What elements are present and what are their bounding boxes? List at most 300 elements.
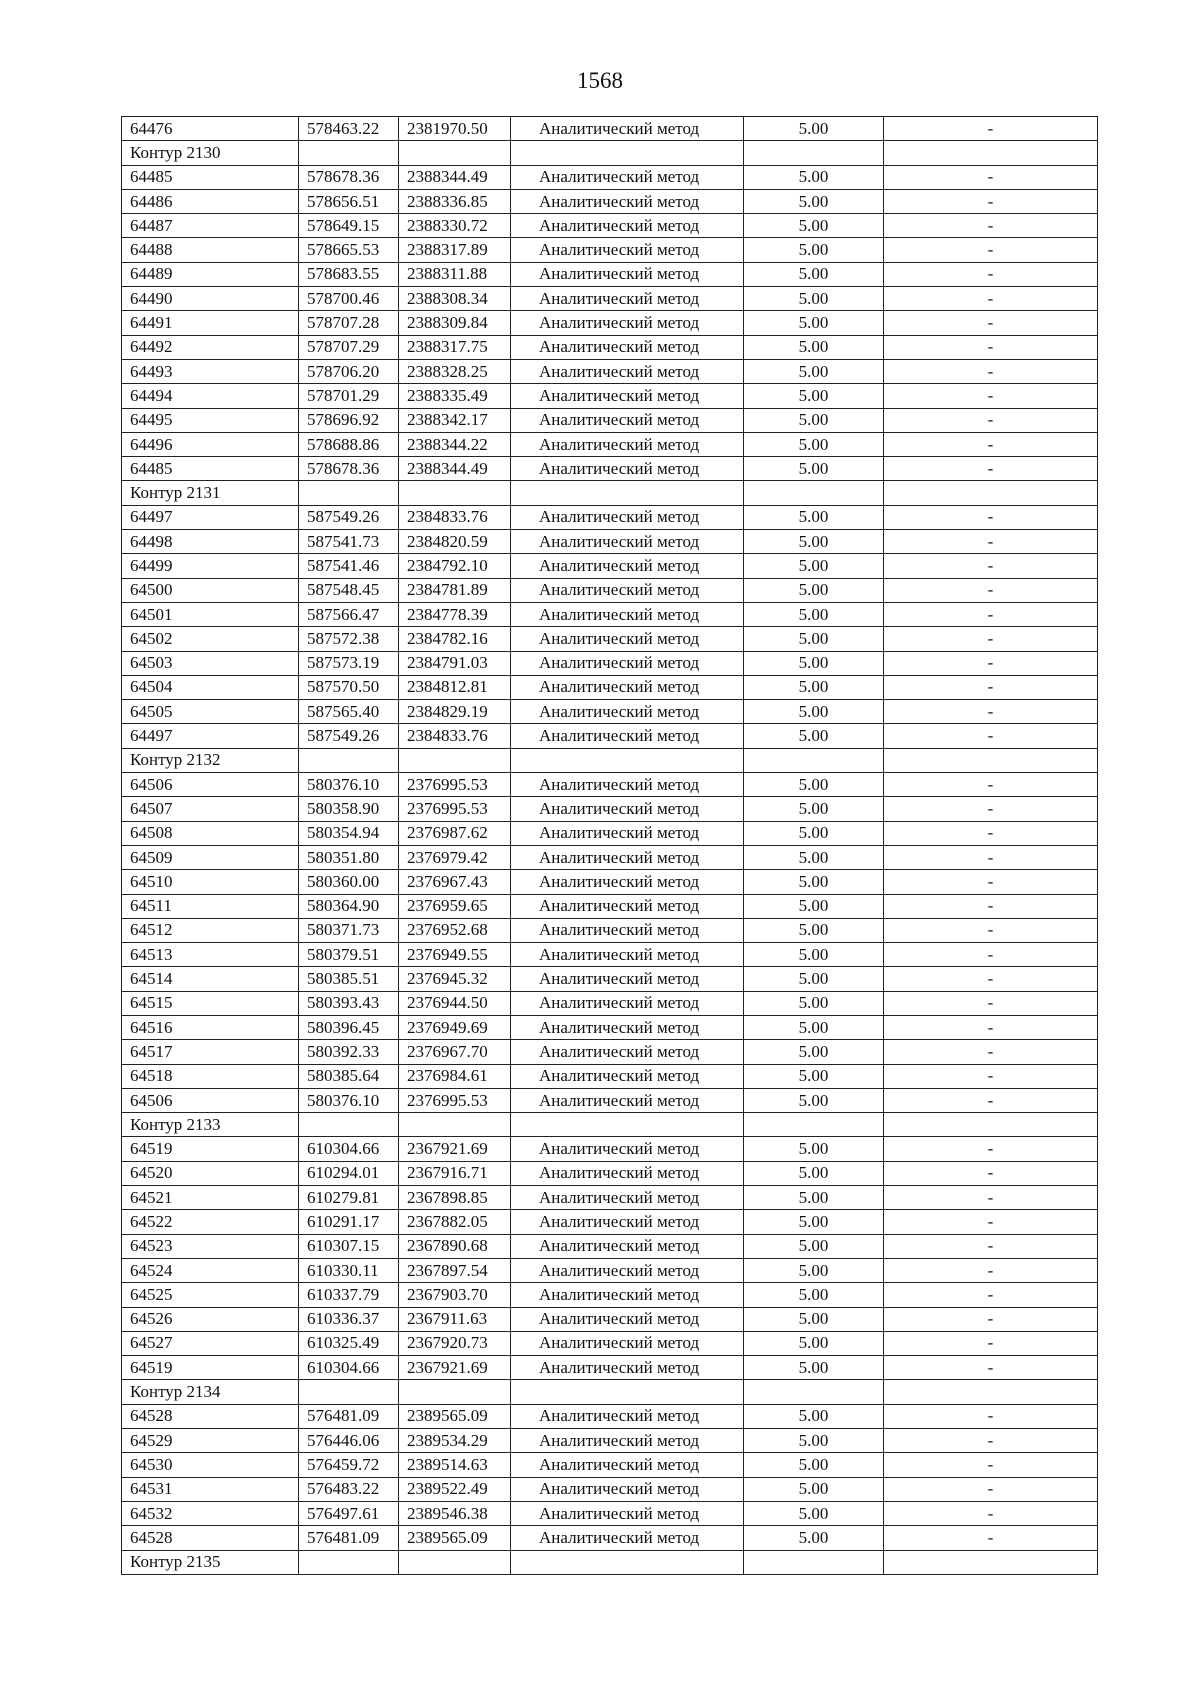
y-coordinate: 2376949.55: [399, 943, 511, 967]
y-coordinate: 2384782.16: [399, 627, 511, 651]
note: -: [884, 918, 1098, 942]
empty-cell: [399, 1380, 511, 1404]
accuracy: 5.00: [744, 384, 884, 408]
table-row: [122, 578, 1098, 602]
y-coordinate: 2376949.69: [399, 1015, 511, 1039]
point-id: 64495: [122, 408, 299, 432]
x-coordinate: 578649.15: [299, 214, 399, 238]
method: Аналитический метод: [511, 1015, 744, 1039]
accuracy: 5.00: [744, 918, 884, 942]
note: -: [884, 554, 1098, 578]
x-coordinate: 578683.55: [299, 262, 399, 286]
accuracy: 5.00: [744, 1186, 884, 1210]
x-coordinate: 610307.15: [299, 1234, 399, 1258]
contour-header-row: [122, 1113, 1098, 1137]
x-coordinate: 610304.66: [299, 1356, 399, 1380]
y-coordinate: 2367903.70: [399, 1283, 511, 1307]
accuracy: 5.00: [744, 700, 884, 724]
x-coordinate: 580385.51: [299, 967, 399, 991]
accuracy: 5.00: [744, 578, 884, 602]
table-row: [122, 457, 1098, 481]
empty-cell: [511, 1550, 744, 1574]
accuracy: 5.00: [744, 1137, 884, 1161]
point-id: 64487: [122, 214, 299, 238]
y-coordinate: 2376995.53: [399, 773, 511, 797]
note: -: [884, 1186, 1098, 1210]
note: -: [884, 651, 1098, 675]
accuracy: 5.00: [744, 602, 884, 626]
table-row: [122, 967, 1098, 991]
accuracy: 5.00: [744, 214, 884, 238]
point-id: 64525: [122, 1283, 299, 1307]
x-coordinate: 587549.26: [299, 724, 399, 748]
method: Аналитический метод: [511, 845, 744, 869]
accuracy: 5.00: [744, 1526, 884, 1550]
empty-cell: [884, 141, 1098, 165]
point-id: 64519: [122, 1356, 299, 1380]
accuracy: 5.00: [744, 675, 884, 699]
empty-cell: [511, 481, 744, 505]
table-row: [122, 821, 1098, 845]
method: Аналитический метод: [511, 773, 744, 797]
accuracy: 5.00: [744, 1477, 884, 1501]
point-id: 64522: [122, 1210, 299, 1234]
y-coordinate: 2376967.70: [399, 1040, 511, 1064]
x-coordinate: 580385.64: [299, 1064, 399, 1088]
point-id: 64512: [122, 918, 299, 942]
method: Аналитический метод: [511, 724, 744, 748]
method: Аналитический метод: [511, 700, 744, 724]
point-id: 64488: [122, 238, 299, 262]
method: Аналитический метод: [511, 335, 744, 359]
x-coordinate: 580379.51: [299, 943, 399, 967]
note: -: [884, 1283, 1098, 1307]
note: -: [884, 359, 1098, 383]
note: -: [884, 1015, 1098, 1039]
point-id: 64514: [122, 967, 299, 991]
method: Аналитический метод: [511, 1526, 744, 1550]
y-coordinate: 2384781.89: [399, 578, 511, 602]
contour-label: Контур 2134: [122, 1380, 299, 1404]
point-id: 64493: [122, 359, 299, 383]
table-row: [122, 1137, 1098, 1161]
empty-cell: [299, 481, 399, 505]
x-coordinate: 580393.43: [299, 991, 399, 1015]
note: -: [884, 773, 1098, 797]
y-coordinate: 2388344.22: [399, 432, 511, 456]
empty-cell: [744, 1380, 884, 1404]
method: Аналитический метод: [511, 214, 744, 238]
empty-cell: [399, 141, 511, 165]
table-row: [122, 359, 1098, 383]
note: -: [884, 1258, 1098, 1282]
contour-label: Контур 2130: [122, 141, 299, 165]
point-id: 64502: [122, 627, 299, 651]
empty-cell: [744, 141, 884, 165]
y-coordinate: 2376959.65: [399, 894, 511, 918]
accuracy: 5.00: [744, 1429, 884, 1453]
accuracy: 5.00: [744, 189, 884, 213]
x-coordinate: 576446.06: [299, 1429, 399, 1453]
method: Аналитический метод: [511, 530, 744, 554]
accuracy: 5.00: [744, 773, 884, 797]
note: -: [884, 432, 1098, 456]
x-coordinate: 580351.80: [299, 845, 399, 869]
table-row: [122, 1234, 1098, 1258]
note: -: [884, 724, 1098, 748]
method: Аналитический метод: [511, 457, 744, 481]
table-row: [122, 943, 1098, 967]
method: Аналитический метод: [511, 287, 744, 311]
point-id: 64518: [122, 1064, 299, 1088]
point-id: 64528: [122, 1404, 299, 1428]
accuracy: 5.00: [744, 1161, 884, 1185]
point-id: 64516: [122, 1015, 299, 1039]
method: Аналитический метод: [511, 1137, 744, 1161]
x-coordinate: 580358.90: [299, 797, 399, 821]
y-coordinate: 2367921.69: [399, 1356, 511, 1380]
method: Аналитический метод: [511, 991, 744, 1015]
y-coordinate: 2367911.63: [399, 1307, 511, 1331]
point-id: 64492: [122, 335, 299, 359]
note: -: [884, 675, 1098, 699]
empty-cell: [744, 1550, 884, 1574]
method: Аналитический метод: [511, 967, 744, 991]
x-coordinate: 610337.79: [299, 1283, 399, 1307]
table-row: [122, 432, 1098, 456]
x-coordinate: 578707.29: [299, 335, 399, 359]
note: -: [884, 165, 1098, 189]
table-row: [122, 408, 1098, 432]
note: -: [884, 214, 1098, 238]
accuracy: 5.00: [744, 117, 884, 141]
empty-cell: [511, 141, 744, 165]
point-id: 64526: [122, 1307, 299, 1331]
point-id: 64510: [122, 870, 299, 894]
point-id: 64520: [122, 1161, 299, 1185]
note: -: [884, 627, 1098, 651]
method: Аналитический метод: [511, 1088, 744, 1112]
accuracy: 5.00: [744, 1307, 884, 1331]
table-row: [122, 189, 1098, 213]
x-coordinate: 610325.49: [299, 1331, 399, 1355]
contour-header-row: [122, 1380, 1098, 1404]
point-id: 64528: [122, 1526, 299, 1550]
method: Аналитический метод: [511, 408, 744, 432]
table-row: [122, 214, 1098, 238]
contour-label: Контур 2132: [122, 748, 299, 772]
method: Аналитический метод: [511, 1210, 744, 1234]
point-id: 64496: [122, 432, 299, 456]
empty-cell: [399, 1550, 511, 1574]
x-coordinate: 576481.09: [299, 1404, 399, 1428]
x-coordinate: 578706.20: [299, 359, 399, 383]
point-id: 64497: [122, 724, 299, 748]
accuracy: 5.00: [744, 1404, 884, 1428]
table-row: [122, 1453, 1098, 1477]
note: -: [884, 1526, 1098, 1550]
x-coordinate: 576459.72: [299, 1453, 399, 1477]
note: -: [884, 384, 1098, 408]
empty-cell: [511, 1380, 744, 1404]
x-coordinate: 580376.10: [299, 1088, 399, 1112]
method: Аналитический метод: [511, 821, 744, 845]
accuracy: 5.00: [744, 408, 884, 432]
method: Аналитический метод: [511, 943, 744, 967]
y-coordinate: 2388342.17: [399, 408, 511, 432]
note: -: [884, 870, 1098, 894]
method: Аналитический метод: [511, 189, 744, 213]
contour-header-row: [122, 141, 1098, 165]
y-coordinate: 2384829.19: [399, 700, 511, 724]
method: Аналитический метод: [511, 1501, 744, 1525]
x-coordinate: 578678.36: [299, 457, 399, 481]
point-id: 64504: [122, 675, 299, 699]
empty-cell: [299, 748, 399, 772]
y-coordinate: 2389565.09: [399, 1404, 511, 1428]
accuracy: 5.00: [744, 287, 884, 311]
accuracy: 5.00: [744, 238, 884, 262]
note: -: [884, 530, 1098, 554]
method: Аналитический метод: [511, 627, 744, 651]
x-coordinate: 587541.46: [299, 554, 399, 578]
accuracy: 5.00: [744, 1331, 884, 1355]
coordinates-table-body: [122, 117, 1098, 1575]
table-row: [122, 554, 1098, 578]
empty-cell: [884, 1113, 1098, 1137]
table-row: [122, 870, 1098, 894]
point-id: 64503: [122, 651, 299, 675]
method: Аналитический метод: [511, 1161, 744, 1185]
accuracy: 5.00: [744, 1088, 884, 1112]
table-row: [122, 627, 1098, 651]
table-row: [122, 1356, 1098, 1380]
method: Аналитический метод: [511, 578, 744, 602]
table-row: [122, 1040, 1098, 1064]
note: -: [884, 797, 1098, 821]
accuracy: 5.00: [744, 1283, 884, 1307]
x-coordinate: 580376.10: [299, 773, 399, 797]
accuracy: 5.00: [744, 554, 884, 578]
note: -: [884, 943, 1098, 967]
accuracy: 5.00: [744, 1015, 884, 1039]
point-id: 64489: [122, 262, 299, 286]
contour-label: Контур 2135: [122, 1550, 299, 1574]
x-coordinate: 578656.51: [299, 189, 399, 213]
table-row: [122, 1429, 1098, 1453]
table-row: [122, 311, 1098, 335]
method: Аналитический метод: [511, 554, 744, 578]
method: Аналитический метод: [511, 1356, 744, 1380]
method: Аналитический метод: [511, 165, 744, 189]
table-row: [122, 797, 1098, 821]
accuracy: 5.00: [744, 262, 884, 286]
y-coordinate: 2384820.59: [399, 530, 511, 554]
table-row: [122, 335, 1098, 359]
point-id: 64530: [122, 1453, 299, 1477]
note: -: [884, 189, 1098, 213]
note: -: [884, 335, 1098, 359]
note: -: [884, 1453, 1098, 1477]
accuracy: 5.00: [744, 821, 884, 845]
note: -: [884, 1210, 1098, 1234]
accuracy: 5.00: [744, 165, 884, 189]
table-row: [122, 651, 1098, 675]
accuracy: 5.00: [744, 724, 884, 748]
table-row: [122, 1210, 1098, 1234]
point-id: 64517: [122, 1040, 299, 1064]
point-id: 64485: [122, 457, 299, 481]
note: -: [884, 1501, 1098, 1525]
accuracy: 5.00: [744, 1453, 884, 1477]
y-coordinate: 2376995.53: [399, 797, 511, 821]
empty-cell: [884, 748, 1098, 772]
table-row: [122, 530, 1098, 554]
accuracy: 5.00: [744, 967, 884, 991]
y-coordinate: 2388344.49: [399, 457, 511, 481]
note: -: [884, 1429, 1098, 1453]
accuracy: 5.00: [744, 432, 884, 456]
point-id: 64476: [122, 117, 299, 141]
y-coordinate: 2367890.68: [399, 1234, 511, 1258]
method: Аналитический метод: [511, 870, 744, 894]
contour-label: Контур 2133: [122, 1113, 299, 1137]
x-coordinate: 610279.81: [299, 1186, 399, 1210]
table-row: [122, 384, 1098, 408]
y-coordinate: 2389546.38: [399, 1501, 511, 1525]
accuracy: 5.00: [744, 335, 884, 359]
accuracy: 5.00: [744, 627, 884, 651]
point-id: 64497: [122, 505, 299, 529]
x-coordinate: 578678.36: [299, 165, 399, 189]
x-coordinate: 610304.66: [299, 1137, 399, 1161]
table-row: [122, 1501, 1098, 1525]
x-coordinate: 580364.90: [299, 894, 399, 918]
y-coordinate: 2384833.76: [399, 505, 511, 529]
x-coordinate: 580396.45: [299, 1015, 399, 1039]
x-coordinate: 578665.53: [299, 238, 399, 262]
contour-label: Контур 2131: [122, 481, 299, 505]
x-coordinate: 587548.45: [299, 578, 399, 602]
y-coordinate: 2376944.50: [399, 991, 511, 1015]
table-row: [122, 1088, 1098, 1112]
point-id: 64507: [122, 797, 299, 821]
note: -: [884, 1040, 1098, 1064]
y-coordinate: 2381970.50: [399, 117, 511, 141]
method: Аналитический метод: [511, 1283, 744, 1307]
note: -: [884, 967, 1098, 991]
empty-cell: [299, 141, 399, 165]
accuracy: 5.00: [744, 894, 884, 918]
note: -: [884, 1307, 1098, 1331]
x-coordinate: 578701.29: [299, 384, 399, 408]
x-coordinate: 587565.40: [299, 700, 399, 724]
y-coordinate: 2388317.89: [399, 238, 511, 262]
table-row: [122, 1404, 1098, 1428]
point-id: 64499: [122, 554, 299, 578]
y-coordinate: 2388328.25: [399, 359, 511, 383]
note: -: [884, 262, 1098, 286]
method: Аналитический метод: [511, 918, 744, 942]
method: Аналитический метод: [511, 238, 744, 262]
method: Аналитический метод: [511, 262, 744, 286]
x-coordinate: 580392.33: [299, 1040, 399, 1064]
point-id: 64532: [122, 1501, 299, 1525]
x-coordinate: 578463.22: [299, 117, 399, 141]
method: Аналитический метод: [511, 432, 744, 456]
accuracy: 5.00: [744, 505, 884, 529]
table-row: [122, 724, 1098, 748]
point-id: 64531: [122, 1477, 299, 1501]
point-id: 64501: [122, 602, 299, 626]
note: -: [884, 311, 1098, 335]
accuracy: 5.00: [744, 1356, 884, 1380]
method: Аналитический метод: [511, 117, 744, 141]
point-id: 64521: [122, 1186, 299, 1210]
y-coordinate: 2389514.63: [399, 1453, 511, 1477]
accuracy: 5.00: [744, 359, 884, 383]
empty-cell: [299, 1550, 399, 1574]
y-coordinate: 2384833.76: [399, 724, 511, 748]
point-id: 64519: [122, 1137, 299, 1161]
note: -: [884, 1064, 1098, 1088]
note: -: [884, 1137, 1098, 1161]
x-coordinate: 576483.22: [299, 1477, 399, 1501]
y-coordinate: 2388330.72: [399, 214, 511, 238]
y-coordinate: 2384792.10: [399, 554, 511, 578]
accuracy: 5.00: [744, 797, 884, 821]
empty-cell: [884, 481, 1098, 505]
y-coordinate: 2388335.49: [399, 384, 511, 408]
y-coordinate: 2367882.05: [399, 1210, 511, 1234]
accuracy: 5.00: [744, 1258, 884, 1282]
table-row: [122, 918, 1098, 942]
table-row: [122, 700, 1098, 724]
note: -: [884, 287, 1098, 311]
point-id: 64508: [122, 821, 299, 845]
table-row: [122, 991, 1098, 1015]
y-coordinate: 2389534.29: [399, 1429, 511, 1453]
table-row: [122, 165, 1098, 189]
accuracy: 5.00: [744, 457, 884, 481]
accuracy: 5.00: [744, 943, 884, 967]
accuracy: 5.00: [744, 530, 884, 554]
method: Аналитический метод: [511, 602, 744, 626]
note: -: [884, 578, 1098, 602]
note: -: [884, 1088, 1098, 1112]
method: Аналитический метод: [511, 1234, 744, 1258]
x-coordinate: 610336.37: [299, 1307, 399, 1331]
y-coordinate: 2388311.88: [399, 262, 511, 286]
note: -: [884, 602, 1098, 626]
x-coordinate: 576497.61: [299, 1501, 399, 1525]
note: -: [884, 408, 1098, 432]
x-coordinate: 587566.47: [299, 602, 399, 626]
method: Аналитический метод: [511, 1040, 744, 1064]
point-id: 64506: [122, 773, 299, 797]
x-coordinate: 587549.26: [299, 505, 399, 529]
y-coordinate: 2384778.39: [399, 602, 511, 626]
y-coordinate: 2367897.54: [399, 1258, 511, 1282]
point-id: 64500: [122, 578, 299, 602]
note: -: [884, 1404, 1098, 1428]
accuracy: 5.00: [744, 870, 884, 894]
accuracy: 5.00: [744, 1040, 884, 1064]
x-coordinate: 580360.00: [299, 870, 399, 894]
method: Аналитический метод: [511, 1404, 744, 1428]
point-id: 64523: [122, 1234, 299, 1258]
accuracy: 5.00: [744, 991, 884, 1015]
